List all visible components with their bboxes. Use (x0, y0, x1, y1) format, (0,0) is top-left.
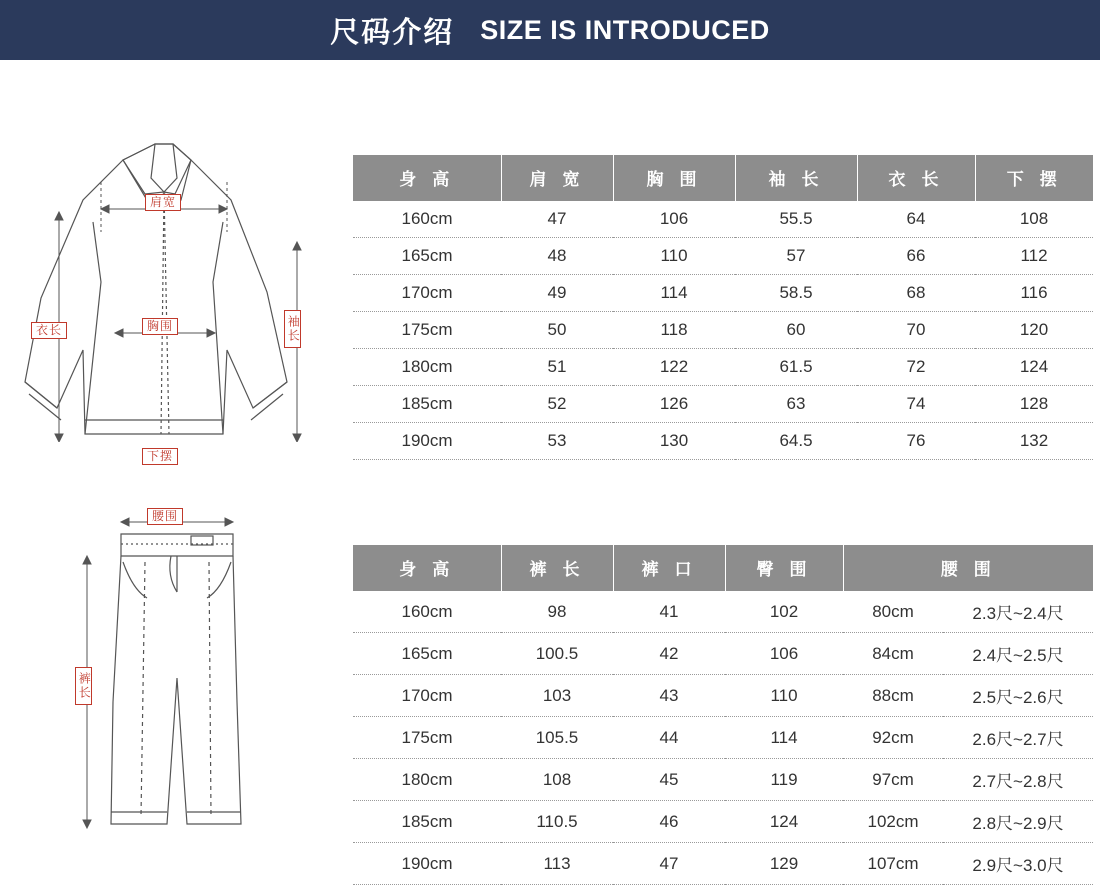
cell: 2.6尺~2.7尺 (943, 717, 1093, 759)
pants-label-waist: 腰围 (147, 508, 183, 525)
cell: 97cm (843, 759, 943, 801)
pants-th-hip: 臀 围 (725, 545, 843, 591)
cell: 2.4尺~2.5尺 (943, 633, 1093, 675)
cell: 52 (501, 386, 613, 423)
cell: 113 (501, 843, 613, 885)
cell: 2.9尺~3.0尺 (943, 843, 1093, 885)
cell: 61.5 (735, 349, 857, 386)
cell: 98 (501, 591, 613, 633)
jacket-table-wrap (353, 155, 1093, 460)
pants-section (0, 472, 1100, 885)
table-row (353, 201, 1093, 238)
cell: 58.5 (735, 275, 857, 312)
cell: 105.5 (501, 717, 613, 759)
cell: 175cm (353, 717, 501, 759)
pants-th-pantlength: 裤 长 (501, 545, 613, 591)
cell: 122 (613, 349, 735, 386)
cell: 92cm (843, 717, 943, 759)
cell: 106 (725, 633, 843, 675)
table-row (353, 238, 1093, 275)
cell: 45 (613, 759, 725, 801)
cell: 43 (613, 675, 725, 717)
cell: 50 (501, 312, 613, 349)
table-row (353, 275, 1093, 312)
cell: 170cm (353, 275, 501, 312)
jacket-label-hem: 下摆 (142, 448, 178, 465)
cell: 185cm (353, 386, 501, 423)
pants-size-table (353, 545, 1093, 885)
jacket-illustration (5, 82, 350, 442)
cell: 170cm (353, 675, 501, 717)
cell: 185cm (353, 801, 501, 843)
cell: 126 (613, 386, 735, 423)
cell: 190cm (353, 843, 501, 885)
cell: 2.8尺~2.9尺 (943, 801, 1093, 843)
jacket-th-sleeve: 袖 长 (735, 155, 857, 201)
page-header (0, 0, 1100, 60)
jacket-th-shoulder: 肩 宽 (501, 155, 613, 201)
jacket-section (0, 82, 1100, 463)
pants-th-waist: 腰 围 (843, 545, 1093, 591)
table-row (353, 312, 1093, 349)
cell: 70 (857, 312, 975, 349)
cell: 42 (613, 633, 725, 675)
cell: 60 (735, 312, 857, 349)
cell: 180cm (353, 349, 501, 386)
cell: 108 (975, 201, 1093, 238)
cell: 165cm (353, 633, 501, 675)
jacket-table-header-row (353, 155, 1093, 201)
cell: 110 (613, 238, 735, 275)
page-title-en: SIZE IS INTRODUCED (480, 14, 770, 45)
cell: 2.3尺~2.4尺 (943, 591, 1093, 633)
jacket-size-table (353, 155, 1093, 460)
cell: 44 (613, 717, 725, 759)
pants-th-height: 身 高 (353, 545, 501, 591)
table-row (353, 675, 1093, 717)
cell: 119 (725, 759, 843, 801)
pants-illustration (5, 472, 350, 837)
cell: 114 (613, 275, 735, 312)
cell: 160cm (353, 201, 501, 238)
cell: 51 (501, 349, 613, 386)
table-row (353, 843, 1093, 885)
cell: 2.5尺~2.6尺 (943, 675, 1093, 717)
cell: 128 (975, 386, 1093, 423)
cell: 106 (613, 201, 735, 238)
jacket-th-height: 身 高 (353, 155, 501, 201)
cell: 160cm (353, 591, 501, 633)
cell: 84cm (843, 633, 943, 675)
cell: 88cm (843, 675, 943, 717)
cell: 64.5 (735, 423, 857, 460)
cell: 63 (735, 386, 857, 423)
cell: 118 (613, 312, 735, 349)
cell: 120 (975, 312, 1093, 349)
jacket-th-hem: 下 摆 (975, 155, 1093, 201)
cell: 132 (975, 423, 1093, 460)
jacket-figure (5, 82, 350, 463)
cell: 57 (735, 238, 857, 275)
cell: 130 (613, 423, 735, 460)
cell: 175cm (353, 312, 501, 349)
table-row (353, 717, 1093, 759)
cell: 124 (725, 801, 843, 843)
cell: 2.7尺~2.8尺 (943, 759, 1093, 801)
jacket-th-length: 衣 长 (857, 155, 975, 201)
cell: 107cm (843, 843, 943, 885)
table-row (353, 801, 1093, 843)
table-row (353, 386, 1093, 423)
cell: 47 (613, 843, 725, 885)
cell: 46 (613, 801, 725, 843)
cell: 165cm (353, 238, 501, 275)
cell: 41 (613, 591, 725, 633)
cell: 190cm (353, 423, 501, 460)
cell: 74 (857, 386, 975, 423)
table-row (353, 349, 1093, 386)
cell: 110 (725, 675, 843, 717)
cell: 64 (857, 201, 975, 238)
cell: 102cm (843, 801, 943, 843)
page-content (0, 60, 1100, 875)
table-row (353, 759, 1093, 801)
cell: 108 (501, 759, 613, 801)
pants-table-header-row (353, 545, 1093, 591)
pants-label-pantlength: 裤长 (75, 667, 92, 705)
jacket-label-length: 衣长 (31, 322, 67, 339)
pants-th-cuff: 裤 口 (613, 545, 725, 591)
cell: 68 (857, 275, 975, 312)
cell: 114 (725, 717, 843, 759)
cell: 66 (857, 238, 975, 275)
cell: 116 (975, 275, 1093, 312)
cell: 112 (975, 238, 1093, 275)
jacket-label-shoulder: 肩宽 (145, 194, 181, 211)
cell: 110.5 (501, 801, 613, 843)
cell: 47 (501, 201, 613, 238)
cell: 53 (501, 423, 613, 460)
cell: 129 (725, 843, 843, 885)
cell: 72 (857, 349, 975, 386)
pants-figure (5, 472, 350, 832)
table-row (353, 633, 1093, 675)
cell: 124 (975, 349, 1093, 386)
cell: 55.5 (735, 201, 857, 238)
jacket-th-chest: 胸 围 (613, 155, 735, 201)
cell: 180cm (353, 759, 501, 801)
jacket-label-sleeve: 袖长 (284, 310, 301, 348)
table-row (353, 423, 1093, 460)
page-title-cn: 尺码介绍 (330, 14, 455, 49)
cell: 48 (501, 238, 613, 275)
cell: 49 (501, 275, 613, 312)
cell: 103 (501, 675, 613, 717)
cell: 100.5 (501, 633, 613, 675)
cell: 102 (725, 591, 843, 633)
jacket-label-chest: 胸围 (142, 318, 178, 335)
pants-table-wrap (353, 545, 1093, 885)
table-row (353, 591, 1093, 633)
cell: 76 (857, 423, 975, 460)
cell: 80cm (843, 591, 943, 633)
